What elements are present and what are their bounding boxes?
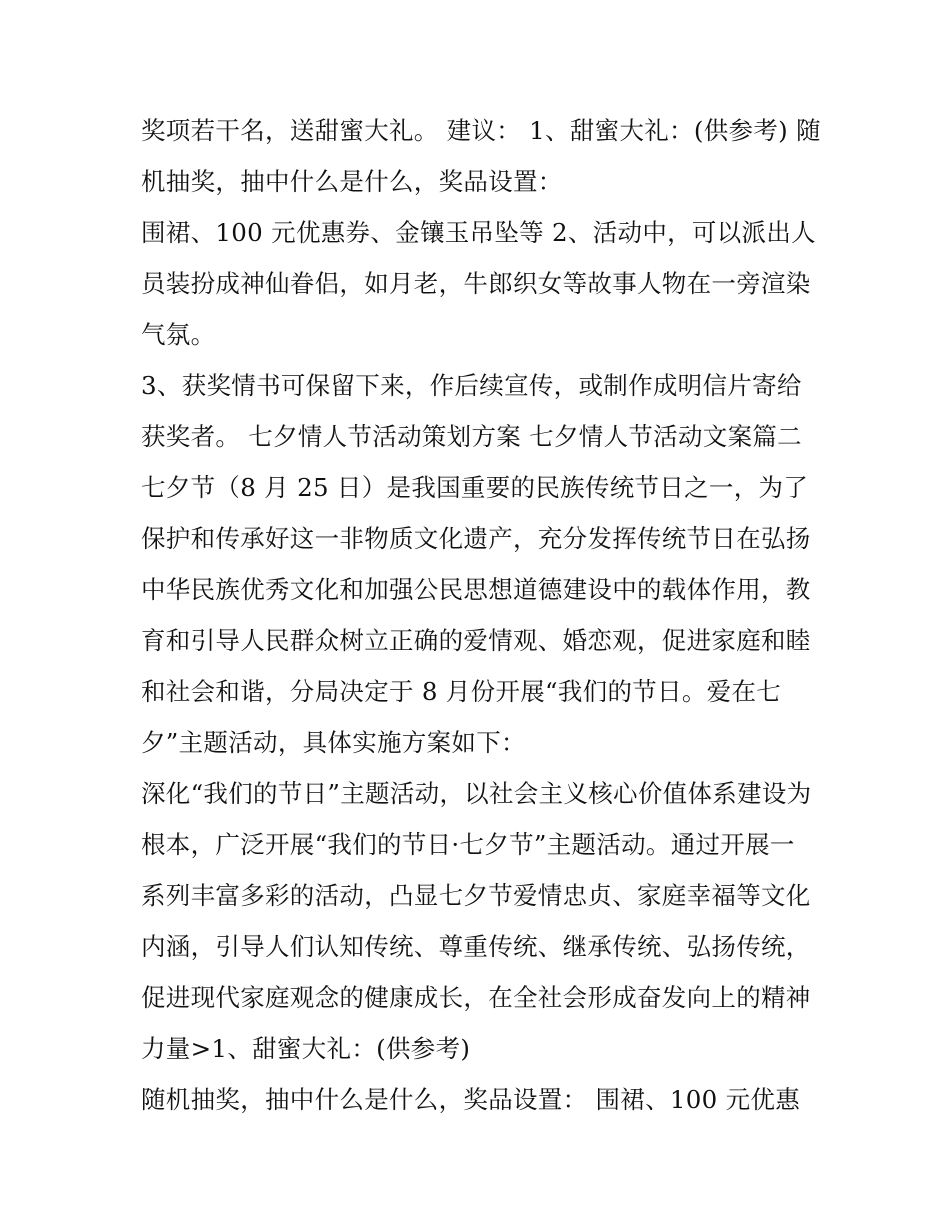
text-line: 力量>1、甜蜜大礼：(供参考) (141, 1034, 471, 1063)
text-line: 和社会和谐，分局决定于 8 月份开展“我们的节日。爱在七 (141, 677, 782, 706)
text-line: 随机抽奖，抽中什么是什么，奖品设置： 围裙、100 元优惠 (141, 1085, 801, 1114)
text-line: 围裙、100 元优惠券、金镶玉吊坠等 2、活动中，可以派出人 (141, 218, 816, 247)
document-body (141, 105, 821, 1125)
text-line: 内涵，引导人们认知传统、尊重传统、继承传统、弘扬传统， (141, 932, 811, 961)
text-line: 系列丰富多彩的活动，凸显七夕节爱情忠贞、家庭幸福等文化 (141, 881, 811, 910)
text-line: 3、获奖情书可保留下来，作后续宣传，或制作成明信片寄给 (141, 371, 802, 400)
text-line: 气氛。 (141, 320, 216, 349)
text-line: 促进现代家庭观念的健康成长，在全社会形成奋发向上的精神 (141, 983, 811, 1012)
text-line: 机抽奖，抽中什么是什么，奖品设置： (141, 167, 563, 196)
text-line: 中华民族优秀文化和加强公民思想道德建设中的载体作用，教 (141, 575, 811, 604)
text-line: 获奖者。 七夕情人节活动策划方案 七夕情人节活动文案篇二 (141, 422, 802, 451)
text-line: 奖项若干名，送甜蜜大礼。 建议： 1、甜蜜大礼：(供参考) 随 (141, 116, 821, 145)
text-line: 员装扮成神仙眷侣，如月老，牛郎织女等故事人物在一旁渲染 (141, 269, 811, 298)
text-line: 七夕节（8 月 25 日）是我国重要的民族传统节日之一，为了 (141, 473, 809, 502)
text-line: 深化“我们的节日”主题活动，以社会主义核心价值体系建设为 (141, 779, 812, 808)
text-line: 育和引导人民群众树立正确的爱情观、婚恋观，促进家庭和睦 (141, 626, 811, 655)
text-line: 保护和传承好这一非物质文化遗产，充分发挥传统节日在弘扬 (141, 524, 811, 553)
text-line: 根本，广泛开展“我们的节日·七夕节”主题活动。通过开展一 (141, 830, 795, 859)
text-line: 夕”主题活动，具体实施方案如下： (141, 728, 526, 757)
